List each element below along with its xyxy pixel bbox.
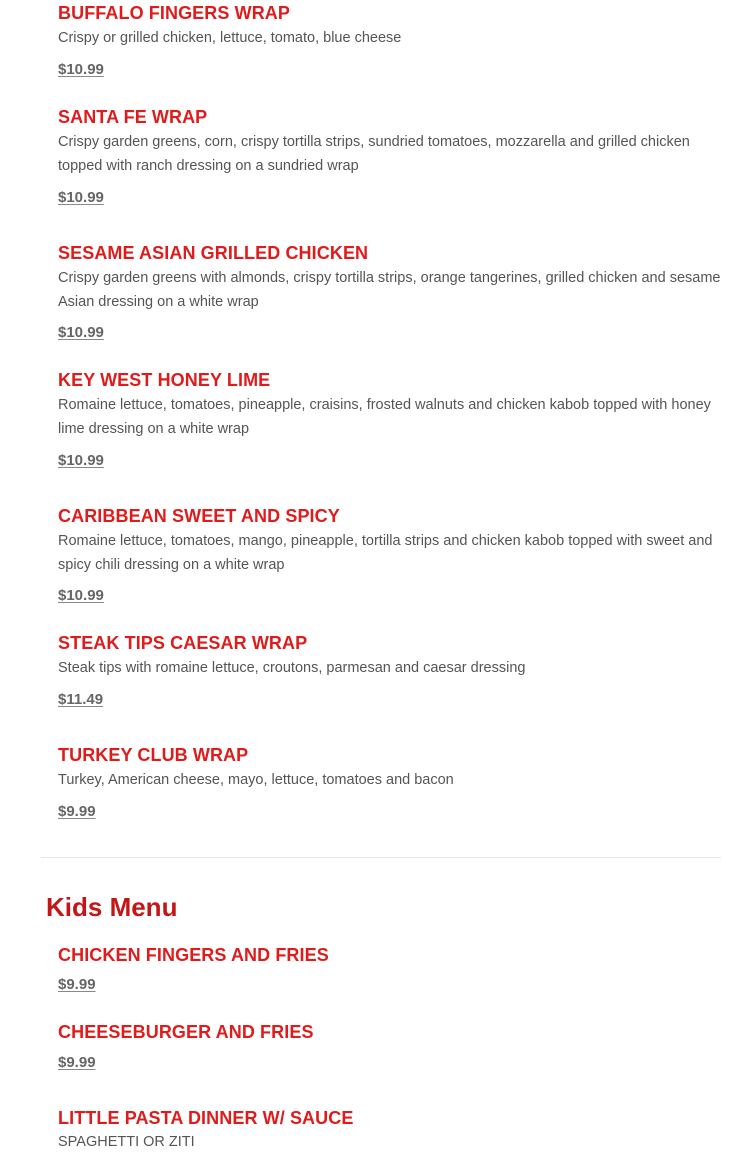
item-description: Steak tips with romaine lettuce, croutons, parmesan and caesar dressing: [58, 660, 526, 676]
item-description: Crispy garden greens, corn, crispy tortilla strips, sundried tomatoes, mozzarella and grilled chicken topped with ranch dressing on a sundried wrap: [58, 134, 690, 174]
item-price[interactable]: $9.99: [58, 976, 96, 993]
menu-item-little-pasta-dinner: [58, 1107, 723, 1154]
section-title-kids-menu: Kids Menu: [46, 892, 178, 922]
menu-item-santa-fe-wrap: [58, 106, 723, 206]
item-name: LITTLE PASTA DINNER W/ SAUCE: [58, 1108, 354, 1128]
item-description: Turkey, American cheese, mayo, lettuce, tomatoes and bacon: [58, 772, 454, 788]
item-name: SESAME ASIAN GRILLED CHICKEN: [58, 243, 369, 263]
item-name: TURKEY CLUB WRAP: [58, 745, 249, 765]
item-price[interactable]: $10.99: [58, 189, 104, 206]
item-price[interactable]: $10.99: [58, 452, 104, 469]
item-price[interactable]: $11.49: [58, 691, 104, 708]
item-name: SANTA FE WRAP: [58, 107, 208, 127]
menu-item-turkey-club-wrap: [58, 744, 723, 820]
item-description: Romaine lettuce, tomatoes, mango, pineapple, tortilla strips and chicken kabob topped with sweet and spicy chili dressing on a white wrap: [58, 533, 713, 573]
item-description: Crispy garden greens with almonds, crispy tortilla strips, orange tangerines, grilled chicken and sesame Asian dressing on a white wrap: [58, 270, 721, 310]
item-name: BUFFALO FINGERS WRAP: [58, 3, 290, 23]
item-price[interactable]: $10.99: [58, 61, 104, 78]
item-name: KEY WEST HONEY LIME: [58, 370, 271, 390]
item-name: CHICKEN FINGERS AND FRIES: [58, 945, 329, 965]
item-price[interactable]: $10.99: [58, 587, 104, 604]
section-divider: [41, 857, 721, 858]
item-price[interactable]: $9.99: [58, 1054, 96, 1071]
menu-item-cheeseburger-and-fries: [58, 1021, 723, 1071]
item-name: CHEESEBURGER AND FRIES: [58, 1022, 314, 1042]
menu-item-chicken-fingers-and-fries: [58, 944, 723, 993]
menu-item-steak-tips-caesar-wrap: [58, 632, 723, 708]
item-price[interactable]: $9.99: [58, 803, 96, 820]
item-price[interactable]: $10.99: [58, 324, 104, 341]
menu-item-sesame-asian-grilled-chicken: [58, 242, 723, 341]
item-description: SPAGHETTI OR ZITI: [58, 1134, 195, 1150]
menu-item-caribbean-sweet-and-spicy: [58, 505, 723, 604]
menu-item-key-west-honey-lime: [58, 369, 723, 469]
menu-item-buffalo-fingers-wrap: [58, 2, 723, 78]
item-name: STEAK TIPS CAESAR WRAP: [58, 633, 308, 653]
item-description: Romaine lettuce, tomatoes, pineapple, craisins, frosted walnuts and chicken kabob topped with honey lime dressing on a white wrap: [58, 397, 711, 437]
item-description: Crispy or grilled chicken, lettuce, tomato, blue cheese: [58, 30, 402, 46]
item-name: CARIBBEAN SWEET AND SPICY: [58, 506, 340, 526]
